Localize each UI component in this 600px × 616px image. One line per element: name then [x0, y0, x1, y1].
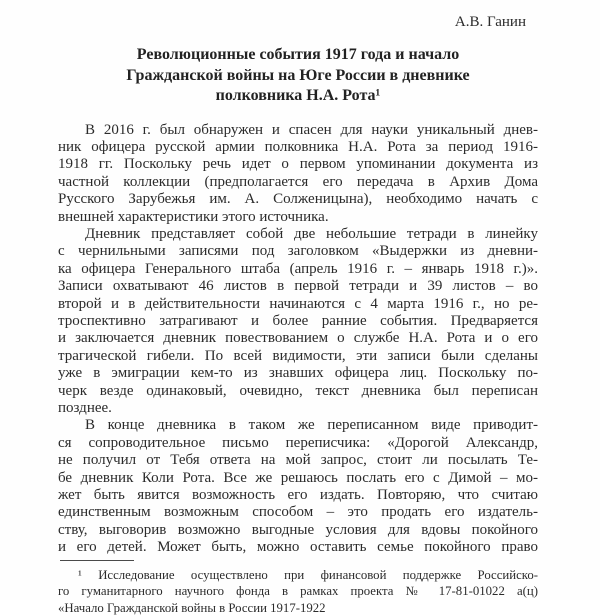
text-line: уже в эмиграции кем-то из знавших офицера лиц. Поскольку по-	[58, 365, 538, 382]
text-line: и его детей. Может быть, можно оставить семье покойного право	[58, 539, 538, 556]
text-line: с чернильными записями под заголовком «Выдержки из дневни-	[58, 243, 538, 260]
text-line: трагической гибели. По всей видимости, эти записи были сделаны	[58, 347, 538, 364]
article-body	[58, 122, 538, 557]
title-line: полковника Н.А. Рота¹	[215, 87, 381, 104]
text-line: В конце дневника в таком же переписанном виде приводит-	[85, 417, 538, 434]
text-line: бе дневник Коли Рота. Все же решаюсь послать его с Димой – мо-	[58, 469, 538, 486]
text-line: 1918 гг. Поскольку речь идет о первом упоминании документа из	[58, 156, 538, 173]
footnote-line: «Начало Гражданской войны в России 1917-1922	[58, 600, 326, 615]
text-line: не получил от Тебя ответа на мой запрос, стоит ли посылать Те-	[58, 452, 538, 469]
footnote-line: го гуманитарного научного фонда в рамках проекта № 17-81-01022 а(ц)	[58, 584, 538, 599]
text-line: Дневник представляет собой две небольшие тетради в линейку	[85, 225, 538, 242]
text-line: троспективно затрагивают и более ранние события. Предваряется	[58, 312, 538, 329]
text-line: позднее.	[58, 400, 112, 416]
text-line: В 2016 г. был обнаружен и спасен для науки уникальный днев-	[85, 121, 538, 138]
paragraph	[58, 226, 538, 417]
footnote-text	[58, 567, 538, 616]
text-line: жет быть явится возможность его издать. Повторяю, что считаю	[58, 487, 538, 504]
title-line: Гражданской войны на Юге России в дневнике	[126, 66, 470, 84]
text-line: Русского Зарубежья им. А. Солженицына), необходимо начать с	[58, 191, 538, 208]
paragraph	[58, 417, 538, 556]
footnote-line: ¹ Исследование осуществлено при финансовой поддержке Российско-	[78, 567, 538, 582]
author-byline: А.В. Ганин	[454, 14, 526, 30]
title-line: Революционные события 1917 года и начало	[136, 46, 460, 63]
text-block	[58, 0, 538, 616]
footnote-rule	[60, 560, 134, 561]
footnote	[58, 560, 538, 616]
text-line: Записи охватывают 46 листов в первой тетради и 39 листов – во	[58, 278, 538, 295]
text-line: частной коллекции (предполагается его передача в Архив Дома	[58, 173, 538, 190]
text-line: и заключается дневник повествованием о службе Н.А. Рота и о его	[58, 330, 538, 347]
text-line: единственным возможным способом – это продать его издатель-	[58, 504, 538, 521]
text-line: второй и в действительности начинаются с 4 марта 1916 г., но ре-	[58, 295, 538, 312]
text-line: ся сопроводительное письмо переписчика: «Дорогой Александр,	[58, 434, 538, 451]
paragraph	[58, 122, 538, 226]
article-title	[58, 45, 538, 107]
text-line: ству, выговорив возможно выгодные условия для вдовы покойного	[58, 521, 538, 538]
text-line: внешней характеристики этого источника.	[58, 208, 329, 225]
text-line: черк везде одинаковый, очевидно, текст дневника был переписан	[58, 382, 538, 399]
text-line: ка офицера Генерального штаба (апрель 1916 г. – январь 1918 г.)».	[58, 260, 538, 277]
text-line: ник офицера русской армии полковника Н.А. Рота за период 1916-	[58, 138, 538, 155]
